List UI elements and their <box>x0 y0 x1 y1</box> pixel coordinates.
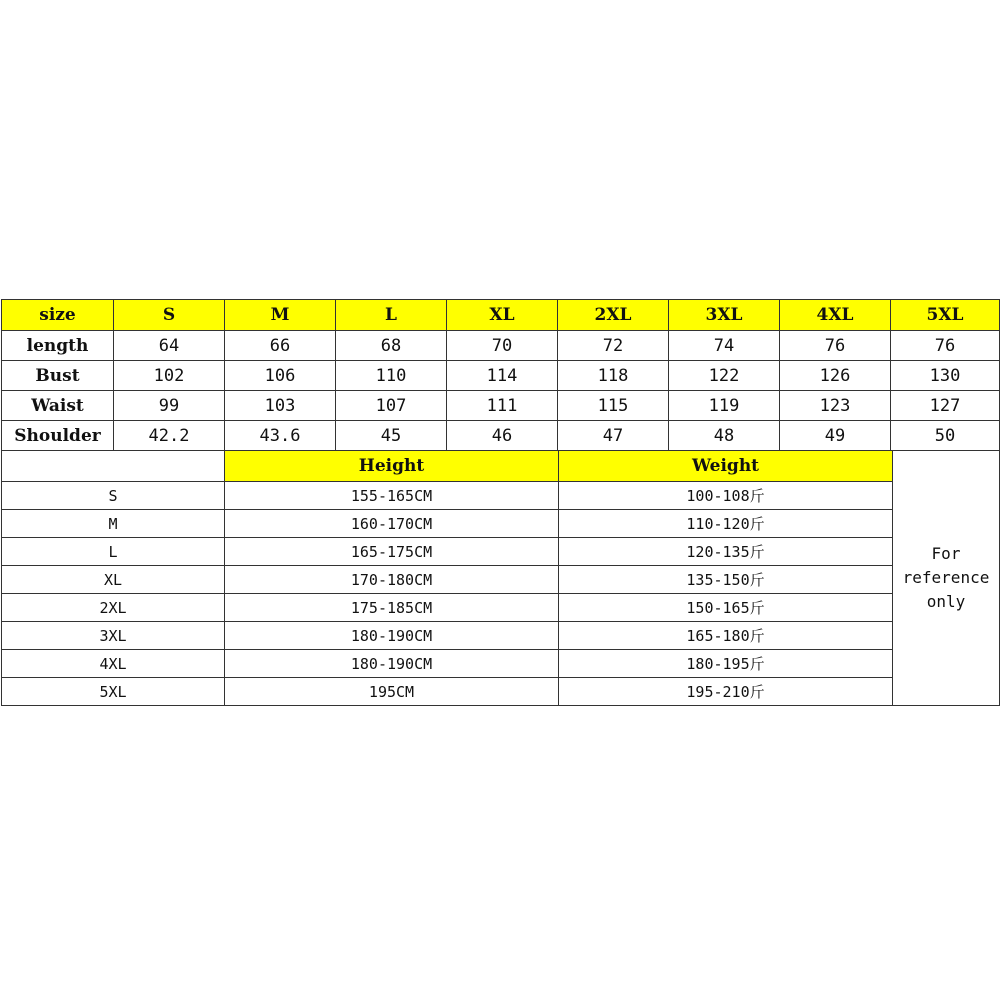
table-cell: 49 <box>780 421 891 451</box>
table-row <box>2 594 1000 622</box>
shoulder-row <box>2 421 1000 451</box>
table-cell: 47 <box>558 421 669 451</box>
size-label: 2XL <box>2 594 225 622</box>
length-row <box>2 331 1000 361</box>
height-cell: 180-190CM <box>225 622 559 650</box>
weight-cell: 180-195斤 <box>559 650 893 678</box>
table-cell: 64 <box>114 331 225 361</box>
table-cell: 45 <box>336 421 447 451</box>
table-cell: 126 <box>780 361 891 391</box>
size-measurement-table <box>1 299 1000 451</box>
size-header-l: L <box>336 300 447 331</box>
row-label: Bust <box>2 361 114 391</box>
size-header-row <box>2 300 1000 331</box>
table-row <box>2 566 1000 594</box>
size-label: 4XL <box>2 650 225 678</box>
table-cell: 106 <box>225 361 336 391</box>
reference-note <box>893 451 1000 706</box>
table-row <box>2 510 1000 538</box>
size-label: 3XL <box>2 622 225 650</box>
height-header: Height <box>225 451 559 482</box>
table-cell: 43.6 <box>225 421 336 451</box>
note-line: only <box>926 592 966 611</box>
table-cell: 107 <box>336 391 447 421</box>
weight-cell: 110-120斤 <box>559 510 893 538</box>
table-cell: 50 <box>891 421 1000 451</box>
weight-cell: 100-108斤 <box>559 482 893 510</box>
height-cell: 175-185CM <box>225 594 559 622</box>
weight-cell: 195-210斤 <box>559 678 893 706</box>
weight-header: Weight <box>559 451 893 482</box>
size-header-4xl: 4XL <box>780 300 891 331</box>
size-label: XL <box>2 566 225 594</box>
height-cell: 165-175CM <box>225 538 559 566</box>
table-cell: 123 <box>780 391 891 421</box>
table-cell: 119 <box>669 391 780 421</box>
size-header-2xl: 2XL <box>558 300 669 331</box>
table-cell: 68 <box>336 331 447 361</box>
table-cell: 111 <box>447 391 558 421</box>
table-cell: 114 <box>447 361 558 391</box>
table-cell: 115 <box>558 391 669 421</box>
table-row <box>2 538 1000 566</box>
height-cell: 170-180CM <box>225 566 559 594</box>
table-cell: 76 <box>780 331 891 361</box>
height-weight-table <box>1 450 1000 706</box>
table-cell: 102 <box>114 361 225 391</box>
table-cell: 127 <box>891 391 1000 421</box>
table-row <box>2 650 1000 678</box>
size-label: 5XL <box>2 678 225 706</box>
blank-header-cell <box>2 451 225 482</box>
size-label: M <box>2 510 225 538</box>
table-row <box>2 622 1000 650</box>
table-cell: 70 <box>447 331 558 361</box>
height-weight-header-row <box>2 451 1000 482</box>
height-cell: 160-170CM <box>225 510 559 538</box>
weight-cell: 135-150斤 <box>559 566 893 594</box>
size-header-5xl: 5XL <box>891 300 1000 331</box>
table-cell: 110 <box>336 361 447 391</box>
size-chart <box>1 299 999 704</box>
size-header-3xl: 3XL <box>669 300 780 331</box>
table-cell: 118 <box>558 361 669 391</box>
weight-cell: 165-180斤 <box>559 622 893 650</box>
table-cell: 103 <box>225 391 336 421</box>
table-cell: 99 <box>114 391 225 421</box>
size-label: L <box>2 538 225 566</box>
size-label: S <box>2 482 225 510</box>
bust-row <box>2 361 1000 391</box>
table-cell: 46 <box>447 421 558 451</box>
table-cell: 48 <box>669 421 780 451</box>
size-header-xl: XL <box>447 300 558 331</box>
note-line: reference <box>902 568 990 587</box>
height-cell: 180-190CM <box>225 650 559 678</box>
table-cell: 130 <box>891 361 1000 391</box>
weight-cell: 120-135斤 <box>559 538 893 566</box>
table-cell: 122 <box>669 361 780 391</box>
table-row <box>2 482 1000 510</box>
table-row <box>2 678 1000 706</box>
table-cell: 76 <box>891 331 1000 361</box>
waist-row <box>2 391 1000 421</box>
height-cell: 155-165CM <box>225 482 559 510</box>
row-label: Shoulder <box>2 421 114 451</box>
note-line: For <box>931 544 961 563</box>
row-label: length <box>2 331 114 361</box>
table-cell: 74 <box>669 331 780 361</box>
height-cell: 195CM <box>225 678 559 706</box>
size-header-label: size <box>2 300 114 331</box>
size-header-m: M <box>225 300 336 331</box>
row-label: Waist <box>2 391 114 421</box>
table-cell: 42.2 <box>114 421 225 451</box>
table-cell: 66 <box>225 331 336 361</box>
weight-cell: 150-165斤 <box>559 594 893 622</box>
size-header-s: S <box>114 300 225 331</box>
table-cell: 72 <box>558 331 669 361</box>
